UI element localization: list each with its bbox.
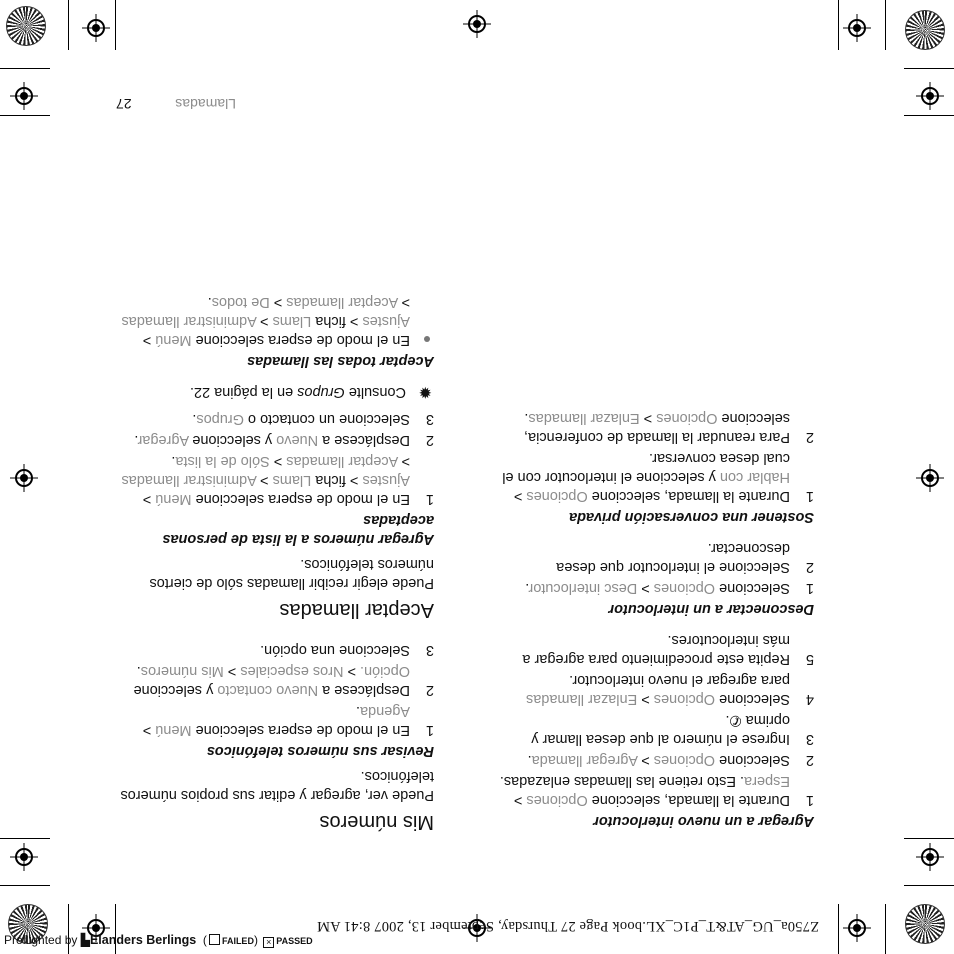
numbered-step: 3 Ingrese el número al que desea llamar y oprima ✆.: [531, 712, 814, 747]
numbered-step: 2 Desplácese a Nuevo contacto y seleccione Opción. > Nros especiales > Mis números.: [133, 663, 434, 698]
running-head: [116, 96, 236, 112]
numbered-step: 3 Seleccione un contacto o Grupos.: [192, 411, 434, 427]
running-head-label: Llamadas: [175, 96, 236, 112]
checkbox-checked-icon: ×: [263, 937, 274, 948]
numbered-step: 2 Seleccione Opciones > Agregar llamada.: [527, 752, 814, 768]
call-key-icon: ✆: [729, 712, 742, 728]
subsection-title: Sostener una conversación privada: [569, 509, 814, 525]
page-number: 27: [116, 96, 132, 112]
numbered-step: 1 Durante la llamada, seleccione Opciones > Espera. Esto retiene las llamadas enlazadas.: [499, 773, 814, 808]
lightbulb-icon: ✹: [418, 383, 432, 400]
subsection-title: Desconectar a un interlocutor: [608, 601, 814, 617]
subsection-title: Aceptar todas las llamadas: [247, 353, 434, 369]
text-column-mis-numeros: [114, 284, 434, 834]
numbered-step: 1 Durante la llamada, seleccione Opciones > Hablar con y seleccione el interlocutor con el cual desea conversar.: [502, 450, 814, 504]
preflight-stamp: Preflighted by ▙Elanders Berlings ( FAILED) × PASSED: [4, 933, 313, 947]
numbered-step: 2 Para reanudar la llamada de conferencia, seleccione Opciones > Enlazar llamadas.: [524, 410, 814, 445]
tip-note: ✹ Consulte Grupos en la página 22.: [189, 383, 432, 400]
numbered-step: 3 Seleccione una opción.: [260, 642, 434, 658]
numbered-step: 5 Repita este procedimiento para agregar a más interlocutores.: [522, 632, 814, 667]
numbered-step: 2 Desplácese a Nuevo y seleccione Agregar.: [134, 432, 434, 448]
bullet-item: En el modo de espera seleccione Menú > Ajustes > ficha Llams > Administrar llamadas > Aceptar llamadas > De todos.: [114, 292, 434, 349]
numbered-step: 1 En el modo de espera seleccione Menú > Agenda.: [142, 703, 434, 738]
section-title-mis-numeros: Mis números: [319, 811, 434, 833]
print-slug: Z750a_UG_AT&T_P1C_XL.book Page 27 Thursday, September 13, 2007 8:41 AM: [316, 918, 819, 934]
numbered-step: 1 En el modo de espera seleccione Menú > Ajustes > ficha Llams > Administrar llamadas > Aceptar llamadas > Sólo de la lista.: [121, 453, 434, 507]
subsection-title: Revisar sus números telefónicos: [206, 743, 434, 759]
numbered-step: 1 Seleccione Opciones > Desc interlocutor.: [525, 580, 814, 596]
bullet-icon: [424, 336, 430, 342]
subsection-title: Agregar a un nuevo interlocutor: [593, 813, 814, 829]
checkbox-empty-icon: [209, 934, 220, 945]
numbered-step: 2 Seleccione el interlocutor que desea desconectar.: [556, 540, 814, 575]
paragraph: Puede elegir recibir llamadas sólo de ciertos números telefónicos.: [149, 556, 434, 591]
logo-icon: ▙: [80, 933, 90, 947]
text-column-conference: [494, 406, 814, 834]
subsection-title: Agregar números a la lista de personas aceptadas: [162, 512, 434, 547]
section-title-aceptar-llamadas: Aceptar llamadas: [279, 599, 434, 621]
numbered-step: 4 Seleccione Opciones > Enlazar llamadas para agregar el nuevo interlocutor.: [526, 672, 814, 707]
paragraph: Puede ver, agregar y editar sus propios números telefónicos.: [120, 768, 434, 803]
